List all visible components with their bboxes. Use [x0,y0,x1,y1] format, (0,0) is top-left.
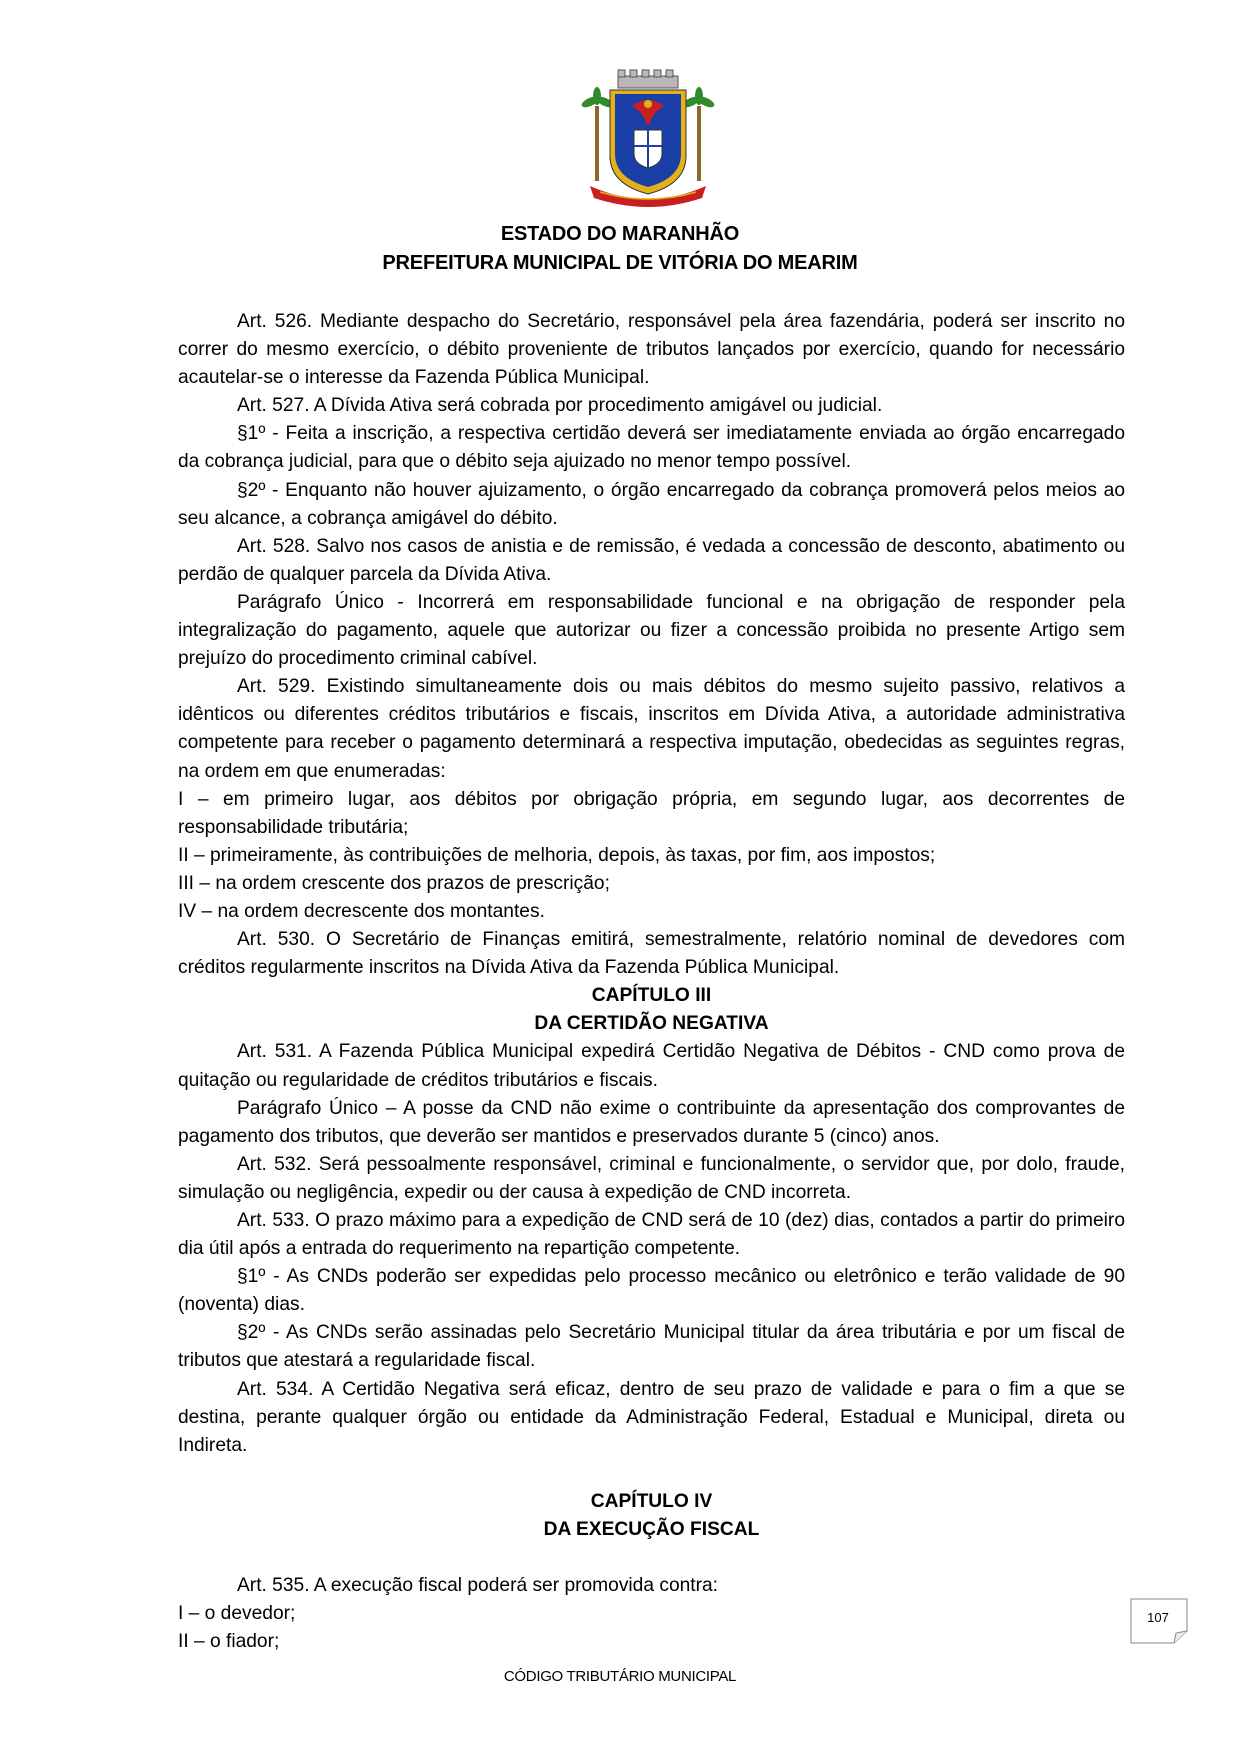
chapter-heading: DA EXECUÇÃO FISCAL [543,1518,760,1540]
body-paragraph: Parágrafo Único - Incorrerá em responsabilidade funcional e na obrigação de responder pela integralização do pagamento, aquele que autorizar ou fizer a concessão proibida no presente Artigo sem prejuízo do procedimento criminal cabível. [178,591,1125,670]
page-number: 107 [1147,1610,1169,1625]
municipal-coat-of-arms-icon [580,66,716,208]
body-paragraph: Art. 530. O Secretário de Finanças emitirá, semestralmente, relatório nominal de devedores com créditos regularmente inscritos na Dívida Ativa da Fazenda Pública Municipal. [178,929,1125,979]
body-paragraph: II – o fiador; [178,1631,280,1653]
document-body [178,308,1125,1656]
body-paragraph: Art. 533. O prazo máximo para a expedição de CND será de 10 (dez) dias, contados a partir do primeiro dia útil após a entrada do requerimento na repartição competente. [178,1210,1125,1260]
body-paragraph: III – na ordem crescente dos prazos de prescrição; [178,872,610,894]
chapter-heading: CAPÍTULO IV [590,1490,713,1512]
body-paragraph: Art. 534. A Certidão Negativa será eficaz, dentro de seu prazo de validade e para o fim a que se destina, perante qualquer órgão ou entidade da Administração Federal, Estadual e Municipal, direta ou Indireta. [178,1378,1125,1456]
body-paragraph: IV – na ordem decrescente dos montantes. [178,900,545,922]
body-paragraph: Art. 535. A execução fiscal poderá ser promovida contra: [237,1575,719,1597]
header-state-name: ESTADO DO MARANHÃO [500,223,740,245]
chapter-heading: CAPÍTULO III [591,985,712,1007]
body-paragraph: Art. 529. Existindo simultaneamente dois ou mais débitos do mesmo sujeito passivo, relativos a idênticos ou diferentes créditos tributários e fiscais, inscritos em Dívida Ativa, a autoridade administrativa competente para receber o pagamento determinará a respectiva imputação, obedecidas as seguintes regras, na ordem em que enumeradas: [178,676,1125,782]
body-paragraph: §2º - As CNDs serão assinadas pelo Secretário Municipal titular da área tributária e por um fiscal de tributos que atestará a regularidade fiscal. [178,1322,1125,1372]
body-paragraph: Art. 531. A Fazenda Pública Municipal expedirá Certidão Negativa de Débitos - CND como prova de quitação ou regularidade de créditos tributários e fiscais. [178,1041,1125,1091]
body-paragraph: Art. 527. A Dívida Ativa será cobrada por procedimento amigável ou judicial. [237,395,883,417]
body-paragraph: §1º - Feita a inscrição, a respectiva certidão deverá ser imediatamente enviada ao órgão encarregado da cobrança judicial, para que o débito seja ajuizado no menor tempo possível. [178,423,1125,473]
footer-title: CÓDIGO TRIBUTÁRIO MUNICIPAL [503,1668,737,1685]
header-municipality-name: PREFEITURA MUNICIPAL DE VITÓRIA DO MEARIM [382,252,858,274]
body-paragraph: Parágrafo Único – A posse da CND não exime o contribuinte da apresentação dos comprovantes de pagamento dos tributos, que deverão ser mantidos e preservados durante 5 (cinco) anos. [178,1097,1125,1147]
spacer [178,1544,1125,1572]
chapter-heading: DA CERTIDÃO NEGATIVA [534,1013,769,1035]
spacer [178,1460,1125,1488]
body-paragraph: Art. 528. Salvo nos casos de anistia e de remissão, é vedada a concessão de desconto, abatimento ou perdão de qualquer parcela da Dívida Ativa. [178,535,1125,585]
body-paragraph: Art. 526. Mediante despacho do Secretário, responsável pela área fazendária, poderá ser inscrito no correr do mesmo exercício, o débito proveniente de tributos lançados por exercício, quando for necessário acautelar-se o interesse da Fazenda Pública Municipal. [178,311,1125,389]
body-paragraph: I – em primeiro lugar, aos débitos por obrigação própria, em segundo lugar, aos decorrentes de responsabilidade tributária; [178,788,1125,838]
body-paragraph: II – primeiramente, às contribuições de melhoria, depois, às taxas, por fim, aos impostos; [178,844,936,866]
body-paragraph: I – o devedor; [178,1603,296,1625]
body-paragraph: §2º - Enquanto não houver ajuizamento, o órgão encarregado da cobrança promoverá pelos meios ao seu alcance, a cobrança amigável do débito. [178,479,1125,529]
body-paragraph: Art. 532. Será pessoalmente responsável, criminal e funcionalmente, o servidor que, por dolo, fraude, simulação ou negligência, expedir ou der causa à expedição de CND incorreta. [178,1153,1125,1203]
body-paragraph: §1º - As CNDs poderão ser expedidas pelo processo mecânico ou eletrônico e terão validade de 90 (noventa) dias. [178,1266,1125,1316]
